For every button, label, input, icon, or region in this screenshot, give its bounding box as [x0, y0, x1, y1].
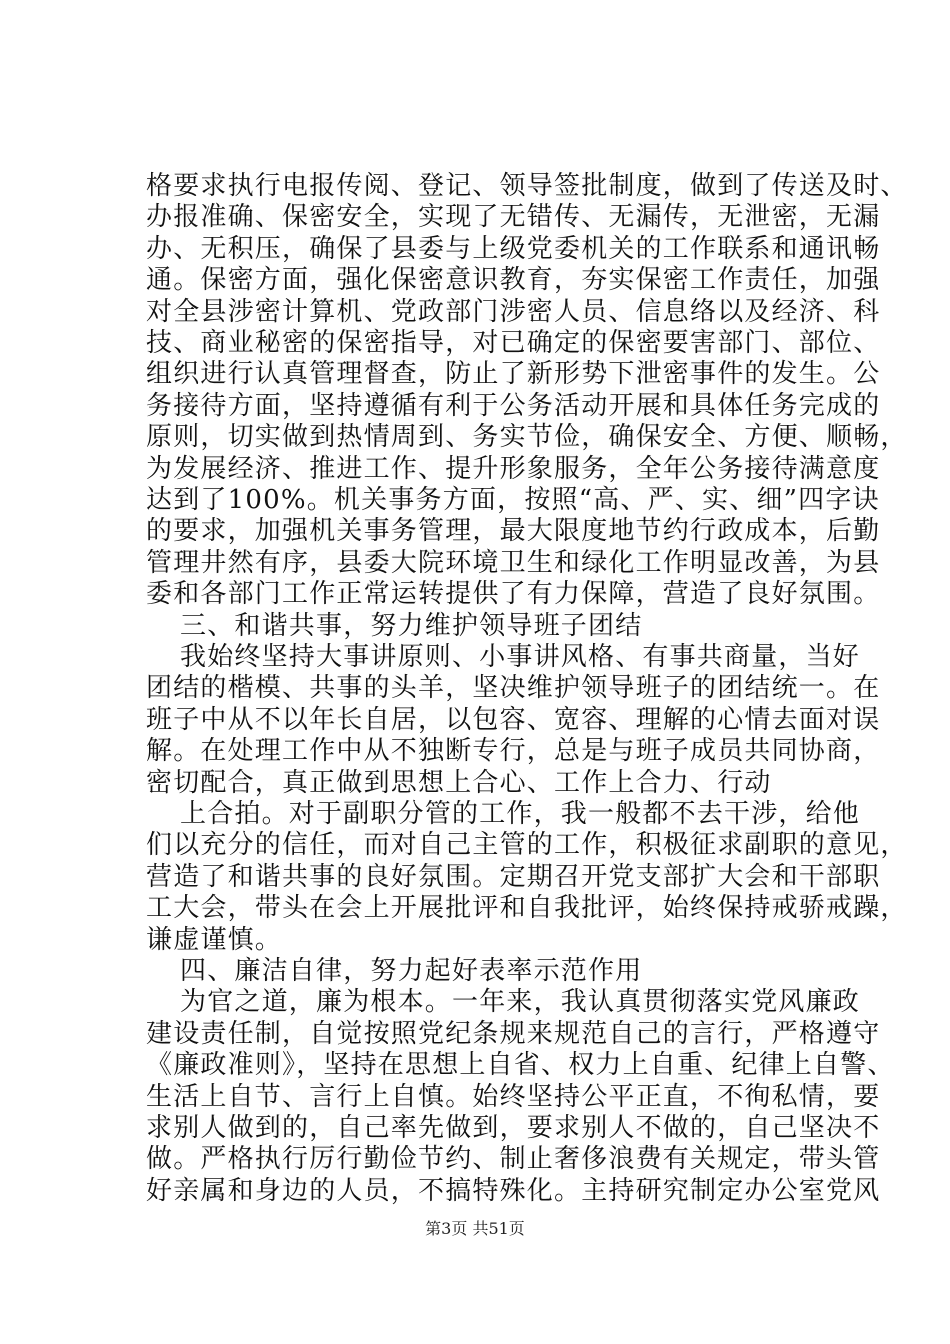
- text-line: 技、商业秘密的保密指导，对已确定的保密要害部门、部位、: [146, 328, 881, 358]
- text-line: 求别人做到的，自己率先做到，要求别人不做的，自己坚决不: [146, 1113, 881, 1143]
- text-line: 管理井然有序，县委大院环境卫生和绿化工作明显改善，为县: [146, 547, 881, 578]
- text-line: 达到了100%。机关事务方面，按照“高、严、实、细”四字诀: [146, 485, 880, 515]
- text-line: 对全县涉密计算机、党政部门涉密人员、信息络以及经济、科: [146, 296, 881, 327]
- section-heading: 四、廉洁自律，努力起好表率示范作用: [180, 956, 643, 986]
- text-line: 为官之道，廉为根本。一年来，我认真贯彻落实党风廉政: [180, 987, 861, 1018]
- text-line: 我始终坚持大事讲原则、小事讲风格、有事共商量，当好: [180, 642, 861, 672]
- text-line: 的要求，加强机关事务管理，最大限度地节约行政成本，后勤: [146, 516, 881, 547]
- text-line: 团结的楷模、共事的头羊，坚决维护领导班子的团结统一。在: [146, 673, 881, 704]
- text-line: 格要求执行电报传阅、登记、领导签批制度，做到了传送及时、: [146, 171, 908, 201]
- text-line: 班子中从不以年长自居，以包容、宽容、理解的心情去面对误: [146, 704, 881, 735]
- text-line: 上合拍。对于副职分管的工作，我一般都不去干涉，给他: [180, 799, 861, 829]
- text-line: 营造了和谐共事的良好氛围。定期召开党支部扩大会和干部职: [146, 861, 881, 892]
- section-heading: 三、和谐共事，努力维护领导班子团结: [180, 610, 643, 641]
- text-line: 工大会，带头在会上开展批评和自我批评，始终保持戒骄戒躁，: [146, 893, 908, 924]
- text-line: 通。保密方面，强化保密意识教育，夯实保密工作责任，加强: [146, 265, 881, 296]
- text-line: 们以充分的信任，而对自己主管的工作，积极征求副职的意见，: [146, 830, 908, 861]
- text-line: 解。在处理工作中从不独断专行，总是与班子成员共同协商，: [146, 736, 881, 767]
- text-line: 谦虚谨慎。: [146, 924, 283, 955]
- text-line: 委和各部门工作正常运转提供了有力保障，营造了良好氛围。: [146, 579, 881, 610]
- text-line: 为发展经济、推进工作、提升形象服务，全年公务接待满意度: [146, 453, 881, 484]
- text-line: 建设责任制，自觉按照党纪条规来规范自己的言行，严格遵守: [146, 1018, 881, 1049]
- text-line: 《廉政准则》，坚持在思想上自省、权力上自重、纪律上自警、: [146, 1050, 895, 1081]
- text-line: 组织进行认真管理督查，防止了新形势下泄密事件的发生。公: [146, 359, 881, 390]
- page-footer: 第3页 共51页: [425, 1219, 525, 1238]
- text-line: 好亲属和身边的人员，不搞特殊化。主持研究制定办公室党风: [146, 1175, 881, 1206]
- text-line: 办、无积压，确保了县委与上级党委机关的工作联系和通讯畅: [146, 233, 881, 264]
- text-line: 密切配合，真正做到思想上合心、工作上合力、行动: [146, 767, 772, 798]
- text-line: 做。严格执行厉行勤俭节约、制止奢侈浪费有关规定，带头管: [146, 1144, 881, 1175]
- text-line: 办报准确、保密安全，实现了无错传、无漏传，无泄密，无漏: [146, 202, 881, 233]
- text-line: 务接待方面，坚持遵循有利于公务活动开展和具体任务完成的: [146, 390, 881, 421]
- text-line: 原则，切实做到热情周到、务实节俭，确保安全、方便、顺畅，: [146, 422, 908, 453]
- text-line: 生活上自节、言行上自慎。始终坚持公平正直，不徇私情，要: [146, 1081, 881, 1112]
